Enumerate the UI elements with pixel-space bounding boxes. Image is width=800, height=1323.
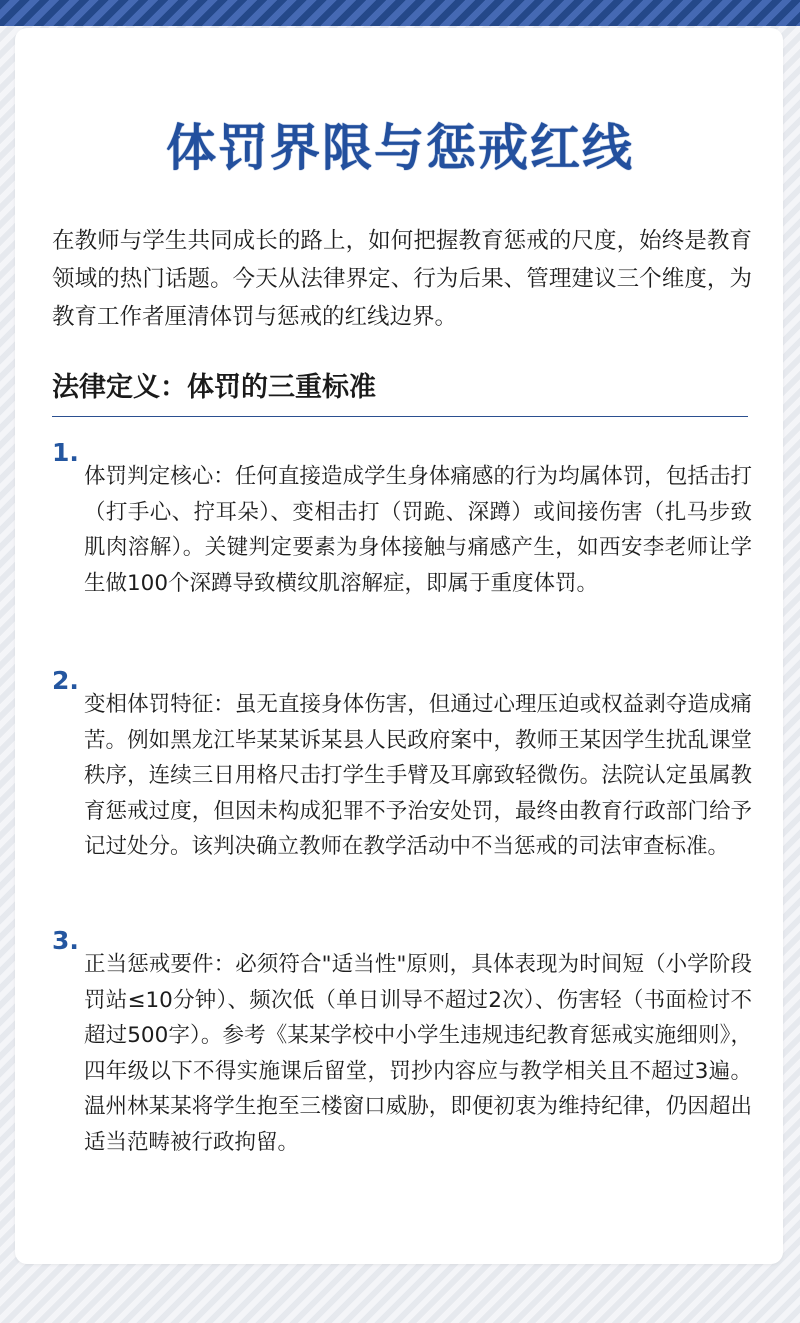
top-decorative-stripe	[0, 0, 800, 26]
list-item-text: 变相体罚特征：虽无直接身体伤害，但通过心理压迫或权益剥夺造成痛苦。例如黑龙江毕某某诉某县人民政府案中，教师王某因学生扰乱课堂秩序，连续三日用格尺击打学生手臂及耳廓致轻微伤。法院认定虽属教育惩戒过度，但因未构成犯罪不予治安处罚，最终由教育行政部门给予记过处分。该判决确立教师在教学活动中不当惩戒的司法审查标准。	[84, 692, 752, 860]
section-heading: 法律定义：体罚的三重标准	[52, 372, 376, 403]
list-item-number: 1.	[52, 438, 79, 467]
list-item-text: 体罚判定核心：任何直接造成学生身体痛感的行为均属体罚，包括击打（打手心、拧耳朵）、变相击打（罚跪、深蹲）或间接伤害（扎马步致肌肉溶解）。关键判定要素为身体接触与痛感产生，如西安李老师让学生做100个深蹲导致横纹肌溶解症，即属于重度体罚。	[84, 464, 752, 596]
section-divider	[52, 416, 748, 417]
list-item-number: 2.	[52, 666, 79, 695]
page-title: 体罚界限与惩戒红线	[166, 119, 634, 177]
list-item-text: 正当惩戒要件：必须符合"适当性"原则，具体表现为时间短（小学阶段罚站≤10分钟）、频次低（单日训导不超过2次）、伤害轻（书面检讨不超过500字）。参考《某某学校中小学生违规违纪教育惩戒实施细则》，四年级以下不得实施课后留堂，罚抄内容应与教学相关且不超过3遍。温州林某某将学生抱至三楼窗口威胁，即便初衷为维持纪律，仍因超出适当范畴被行政拘留。	[84, 952, 752, 1155]
list-item-number: 3.	[52, 926, 79, 955]
intro-paragraph: 在教师与学生共同成长的路上，如何把握教育惩戒的尺度，始终是教育领域的热门话题。今天从法律界定、行为后果、管理建议三个维度，为教育工作者厘清体罚与惩戒的红线边界。	[52, 228, 752, 330]
